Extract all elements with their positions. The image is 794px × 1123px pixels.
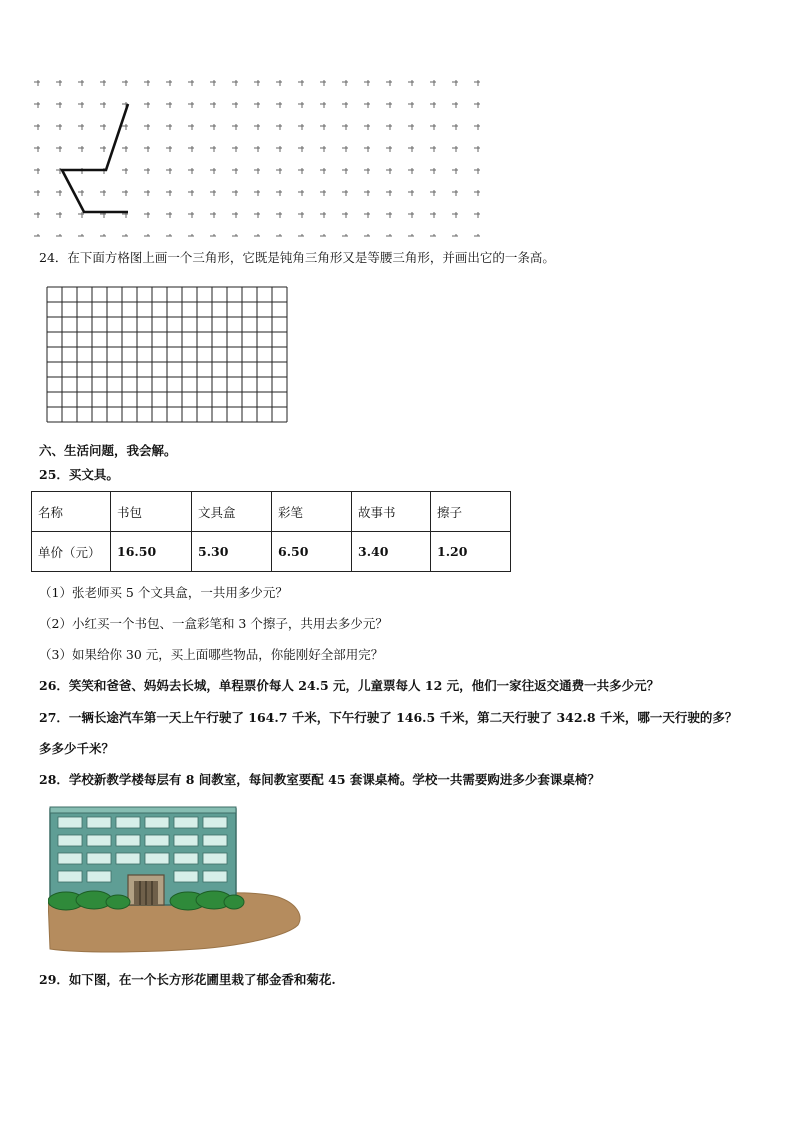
building-window — [87, 817, 111, 828]
building-window — [116, 853, 140, 864]
section-six-title: 六、生活问题，我会解。 — [39, 443, 177, 458]
table-cell: 文具盒 — [192, 492, 272, 532]
building-window — [58, 835, 82, 846]
building-window — [145, 835, 169, 846]
building-window — [174, 853, 198, 864]
table-cell: 名称 — [32, 492, 111, 532]
price-table — [31, 491, 511, 572]
building-window — [174, 835, 198, 846]
table-cell: 5.30 — [192, 532, 272, 572]
building-window — [145, 817, 169, 828]
drawn-angle-figure — [62, 104, 128, 212]
building-window — [87, 871, 111, 882]
table-cell: 擦子 — [431, 492, 511, 532]
table-cell: 1.20 — [431, 532, 511, 572]
building-window — [203, 817, 227, 828]
building-window — [203, 835, 227, 846]
school-building-illustration — [48, 803, 304, 955]
question-25-title: 25．买文具。 — [39, 467, 119, 482]
building-window — [174, 871, 198, 882]
building-window — [174, 817, 198, 828]
question-24: 24．在下面方格图上画一个三角形，它既是钝角三角形又是等腰三角形，并画出它的一条高。 — [39, 250, 555, 265]
building-window — [145, 853, 169, 864]
table-row — [32, 532, 511, 572]
table-cell: 故事书 — [352, 492, 431, 532]
table-cell: 16.50 — [111, 532, 192, 572]
question-29: 29．如下图，在一个长方形花圃里栽了郁金香和菊花. — [39, 972, 336, 987]
question-27-line-1: 27．一辆长途汽车第一天上午行驶了 164.7 千米，下午行驶了 146.5 千米，第二天行驶了 342.8 千米，哪一天行驶的多？ — [39, 710, 738, 725]
table-cell: 书包 — [111, 492, 192, 532]
question-26: 26．笑笑和爸爸、妈妈去长城，单程票价每人 24.5 元，儿童票每人 12 元，他们一家往返交通费一共多少元？ — [39, 678, 660, 693]
building-window — [116, 835, 140, 846]
dotted-grid-figure — [34, 78, 484, 240]
square-grid — [45, 285, 290, 425]
building-window — [58, 853, 82, 864]
question-25-sub-2: （2）小红买一个书包、一盒彩笔和 3 个擦子，共用去多少元？ — [39, 616, 388, 631]
table-cell: 彩笔 — [272, 492, 352, 532]
building-window — [116, 817, 140, 828]
building-window — [58, 871, 82, 882]
building-window — [87, 835, 111, 846]
building-window — [203, 871, 227, 882]
table-cell: 单价（元） — [32, 532, 111, 572]
building-window — [203, 853, 227, 864]
table-cell: 6.50 — [272, 532, 352, 572]
question-27-line-2: 多多少千米？ — [39, 741, 115, 756]
building-window — [87, 853, 111, 864]
table-cell: 3.40 — [352, 532, 431, 572]
question-25-sub-3: （3）如果给你 30 元，买上面哪些物品，你能刚好全部用完？ — [39, 647, 384, 662]
question-28: 28．学校新教学楼每层有 8 间教室，每间教室要配 45 套课桌椅。学校一共需要购进多少套课桌椅？ — [39, 772, 600, 787]
table-row — [32, 492, 511, 532]
question-25-sub-1: （1）张老师买 5 个文具盒，一共用多少元？ — [39, 585, 288, 600]
building-window — [58, 817, 82, 828]
